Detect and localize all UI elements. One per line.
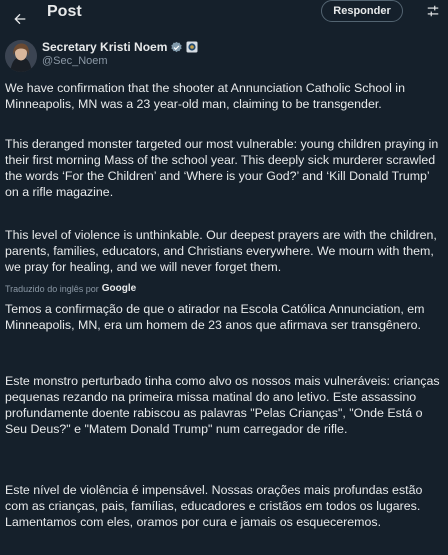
- government-seal-icon: [186, 41, 198, 53]
- gray-check-icon: [170, 41, 183, 54]
- author-handle: @Sec_Noem: [42, 55, 108, 67]
- reply-button[interactable]: Responder: [321, 0, 403, 22]
- arrow-left-icon: [12, 11, 28, 27]
- post-paragraph-1: We have confirmation that the shooter at Annunciation Catholic School in Minneapolis, MN was a 23 year-old man, claiming to be transgender.: [5, 81, 405, 111]
- post-author: [0, 36, 448, 72]
- settings-button[interactable]: [423, 1, 443, 21]
- avatar[interactable]: [5, 40, 37, 72]
- translation-label: Traduzido do inglês por: [5, 283, 99, 294]
- sliders-icon: [426, 4, 440, 18]
- top-bar: [0, 0, 448, 40]
- avatar-image: [5, 40, 37, 72]
- post-paragraph-3: This level of violence is unthinkable. Our deepest prayers are with the children, parents, families, educators, and Christians everywhere. We mourn with them, we pray for healing, and we will never forget them.: [5, 228, 437, 274]
- translated-paragraph-1: Temos a confirmação de que o atirador na Escola Católica Annunciation, em Minneapolis, MN, era um homem de 23 anos que afirmava ser transgênero.: [5, 302, 425, 332]
- author-name-row: [42, 40, 198, 54]
- translation-attribution[interactable]: [5, 283, 136, 294]
- translated-paragraph-2: Este monstro perturbado tinha como alvo os nossos mais vulneráveis: crianças pequenas rezando na primeira missa matinal do ano letivo. Este assassino profundamente doente rabiscou as palavras "Pelas Crianças", "Onde Está o Seu Deus?" e "Matem Donald Trump" num carregador de rifle.: [5, 374, 440, 436]
- back-button[interactable]: [6, 5, 34, 33]
- post-paragraph-2: This deranged monster targeted our most vulnerable: young children praying in their first morning Mass of the school year. This deeply sick murderer scrawled the words ‘For the Children’ and ‘Where is your God?’ and ‘Kill Donald Trump’ on a rifle magazine.: [5, 137, 439, 199]
- page-title: Post: [47, 3, 82, 20]
- translation-provider: Google: [101, 283, 137, 294]
- translated-paragraph-3: Este nível de violência é impensável. Nossas orações mais profundas estão com as crianças, pais, famílias, educadores e cristãos em todos os lugares. Lamentamos com eles, oramos por cura e jamais os esqueceremos.: [5, 483, 423, 529]
- author-name[interactable]: Secretary Kristi Noem: [42, 40, 168, 54]
